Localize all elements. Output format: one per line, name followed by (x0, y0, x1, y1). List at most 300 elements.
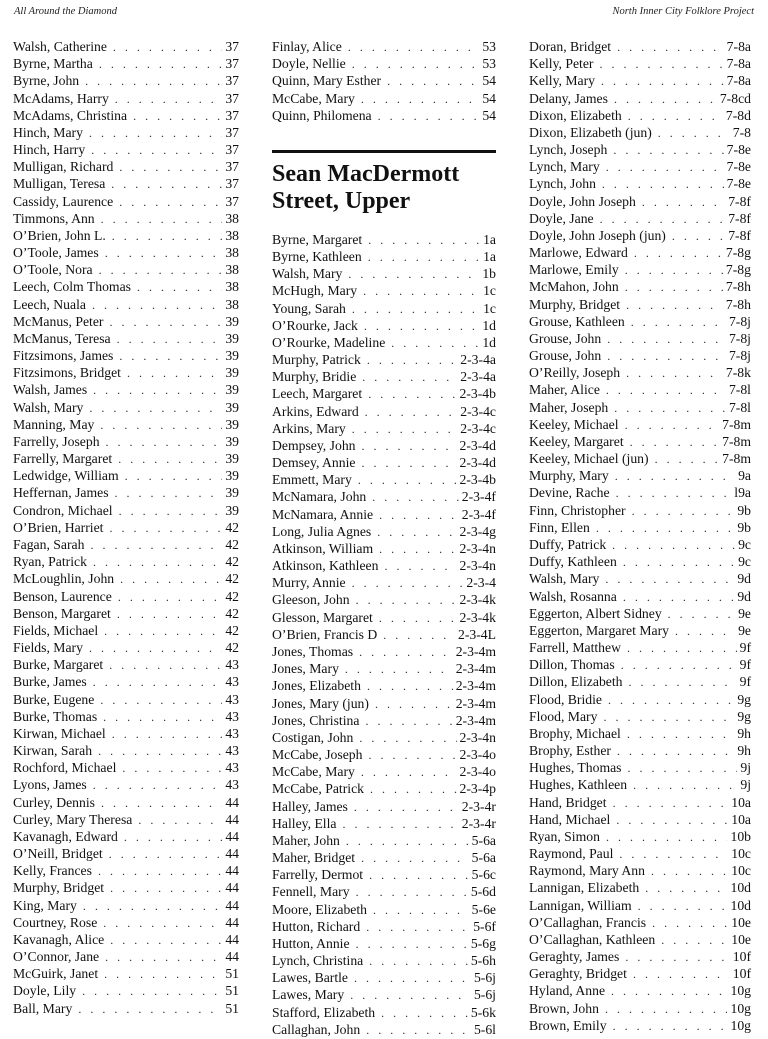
entry-reference: 38 (225, 210, 239, 226)
index-entry (13, 931, 239, 948)
entry-name: Cassidy, Laurence (13, 193, 114, 209)
index-entry (13, 879, 239, 896)
index-entry (529, 450, 751, 467)
entry-reference: 43 (225, 708, 239, 724)
entry-reference: 10c (731, 863, 751, 879)
index-entry (272, 334, 496, 351)
entry-name: McGuirk, Janet (13, 966, 99, 982)
index-entry (529, 622, 751, 639)
dot-leader (668, 606, 735, 623)
entry-reference: 5-6f (473, 918, 496, 934)
entry-reference: 10g (730, 1000, 751, 1016)
index-entry (272, 488, 496, 505)
dot-leader (93, 674, 223, 691)
dot-leader (603, 709, 734, 726)
dot-leader (99, 262, 223, 279)
entry-name: Dixon, Elizabeth (jun) (529, 124, 652, 140)
entry-name: Arkins, Mary (272, 420, 346, 436)
entry-reference: 5-6l (473, 1021, 496, 1037)
entry-name: Ryan, Simon (529, 828, 600, 844)
dot-leader (607, 348, 726, 365)
entry-reference: 7-8l (728, 382, 751, 398)
entry-name: Walsh, James (13, 382, 88, 398)
dot-leader (100, 692, 222, 709)
entry-reference: 51 (225, 1000, 239, 1016)
entry-reference: 9f (739, 674, 751, 690)
dot-leader (612, 537, 735, 554)
index-entry (529, 914, 751, 931)
index-entry (13, 914, 239, 931)
dot-leader (119, 503, 223, 520)
index-entry (272, 643, 496, 660)
index-entry (529, 261, 751, 278)
entry-name: Dillon, Thomas (529, 657, 615, 673)
dot-leader (345, 661, 453, 678)
entry-reference: 2-3-4m (455, 678, 496, 694)
index-entry (272, 38, 496, 55)
dot-leader (372, 489, 459, 506)
dot-leader (364, 318, 479, 335)
entry-name: Keeley, Michael (529, 416, 619, 432)
dot-leader (378, 108, 480, 125)
index-entry (13, 175, 239, 192)
dot-leader (652, 915, 728, 932)
index-entry (529, 965, 751, 982)
index-entry (272, 523, 496, 540)
entry-name: Leech, Nuala (13, 296, 86, 312)
dot-leader (627, 640, 737, 657)
entry-name: Quinn, Mary Esther (272, 73, 382, 89)
entry-name: McCabe, Mary (272, 764, 355, 780)
entry-reference: 44 (225, 828, 239, 844)
dot-leader (356, 592, 457, 609)
dot-leader (122, 760, 222, 777)
dot-leader (119, 348, 222, 365)
entry-reference: 7-8j (728, 330, 751, 346)
index-entry (272, 712, 496, 729)
entry-reference: 7-8j (728, 313, 751, 329)
index-entry (13, 467, 239, 484)
dot-leader (608, 692, 734, 709)
entry-reference: 9b (737, 519, 751, 535)
entry-reference: 43 (225, 657, 239, 673)
dot-leader (112, 726, 223, 743)
dot-leader (361, 850, 469, 867)
index-entry (529, 897, 751, 914)
entry-reference: 2-3-4n (459, 729, 496, 745)
index-entry (13, 742, 239, 759)
entry-reference: 1c (483, 283, 496, 299)
index-entry (529, 948, 751, 965)
entry-reference: 37 (225, 39, 239, 54)
entry-reference: 5-6k (470, 1004, 496, 1020)
entry-name: Young, Sarah (272, 300, 346, 316)
entry-reference: 44 (225, 794, 239, 810)
name-list (529, 38, 751, 1034)
entry-reference: 9g (737, 708, 751, 724)
entry-name: Burke, Margaret (13, 657, 104, 673)
dot-leader (638, 898, 728, 915)
dot-leader (103, 915, 222, 932)
dot-leader (381, 1005, 468, 1022)
entry-reference: 1a (483, 231, 496, 247)
index-entry (529, 244, 751, 261)
dot-leader (366, 919, 470, 936)
dot-leader (109, 314, 222, 331)
entry-reference: 1a (483, 249, 496, 265)
entry-name: Brown, Emily (529, 1017, 607, 1033)
dot-leader (600, 211, 726, 228)
entry-name: Ledwidge, William (13, 468, 119, 484)
entry-name: Grouse, John (529, 348, 602, 364)
entry-name: Byrne, Margaret (272, 231, 363, 247)
dot-leader (342, 816, 458, 833)
entry-name: Devine, Rache (529, 485, 610, 501)
dot-leader (614, 91, 717, 108)
dot-leader (645, 880, 727, 897)
dot-leader (615, 468, 735, 485)
entry-reference: 7-8e (726, 142, 751, 158)
index-entry (529, 90, 751, 107)
dot-leader (89, 640, 222, 657)
index-entry (272, 265, 496, 282)
dot-leader (362, 369, 457, 386)
dot-leader (361, 764, 457, 781)
entry-name: Lynch, Mary (529, 159, 600, 175)
dot-leader (354, 799, 459, 816)
dot-leader (352, 301, 480, 318)
index-entry (272, 55, 496, 72)
entry-reference: 37 (225, 73, 239, 89)
dot-leader (104, 966, 222, 983)
entry-name: King, Mary (13, 897, 77, 913)
entry-name: Finn, Ellen (529, 519, 590, 535)
entry-reference: 39 (225, 433, 239, 449)
entry-reference: 37 (225, 90, 239, 106)
index-entry (13, 107, 239, 124)
entry-name: Flood, Mary (529, 708, 598, 724)
dot-leader (91, 142, 222, 159)
dot-leader (350, 987, 471, 1004)
dot-leader (354, 970, 471, 987)
entry-name: Lynch, Joseph (529, 142, 608, 158)
entry-name: Ball, Mary (13, 1000, 73, 1016)
entry-name: Brophy, Michael (529, 725, 621, 741)
index-entry (529, 72, 751, 89)
index-entry (13, 536, 239, 553)
entry-reference: 38 (225, 296, 239, 312)
index-entry (13, 794, 239, 811)
entry-name: Fields, Michael (13, 622, 99, 638)
index-entry (272, 883, 496, 900)
entry-name: Lannigan, William (529, 897, 632, 913)
entry-reference: 10b (730, 828, 751, 844)
dot-leader (366, 1022, 471, 1039)
index-column-2 (272, 38, 496, 1038)
entry-name: Arkins, Edward (272, 403, 359, 419)
index-entry (13, 553, 239, 570)
dot-leader (119, 194, 222, 211)
dot-leader (614, 400, 726, 417)
dot-leader (363, 283, 480, 300)
entry-reference: 10f (732, 966, 751, 982)
dot-leader (600, 56, 724, 73)
entry-name: Rochford, Michael (13, 760, 117, 776)
entry-name: Manning, May (13, 416, 95, 432)
index-entry (13, 38, 239, 55)
entry-name: McManus, Teresa (13, 330, 111, 346)
index-entry (13, 519, 239, 536)
index-entry (13, 639, 239, 656)
entry-name: Duffy, Kathleen (529, 554, 617, 570)
dot-leader (613, 795, 729, 812)
entry-reference: 7-8e (726, 159, 751, 175)
dot-leader (391, 335, 479, 352)
entry-name: Farrelly, Dermot (272, 867, 364, 883)
entry-name: Hutton, Annie (272, 935, 350, 951)
dot-leader (115, 91, 223, 108)
entry-reference: 2-3-4a (460, 369, 496, 385)
entry-name: O’Connor, Jane (13, 949, 100, 965)
entry-reference: 5-6c (471, 867, 496, 883)
entry-name: Jones, Mary (jun) (272, 695, 369, 711)
index-entry (13, 1000, 239, 1017)
entry-reference: 7-8d (725, 107, 751, 123)
index-entry (529, 1017, 751, 1034)
entry-name: Byrne, John (13, 73, 80, 89)
entry-name: Duffy, Patrick (529, 536, 607, 552)
entry-name: O’Rourke, Jack (272, 317, 358, 333)
entry-name: Flood, Bridie (529, 691, 603, 707)
dot-leader (352, 421, 458, 438)
entry-reference: 7-8cd (719, 90, 751, 106)
dot-leader (138, 812, 222, 829)
dot-leader (125, 468, 223, 485)
entry-reference: 43 (225, 777, 239, 793)
entry-name: Costigan, John (272, 729, 354, 745)
entry-name: Halley, James (272, 798, 348, 814)
entry-reference: 44 (225, 863, 239, 879)
entry-name: Stafford, Elizabeth (272, 1004, 376, 1020)
index-entry (272, 471, 496, 488)
entry-name: Murphy, Bridget (13, 880, 105, 896)
index-entry (529, 124, 751, 141)
entry-name: Maher, Alice (529, 382, 600, 398)
running-header-right: North Inner City Folklore Project (612, 6, 754, 17)
entry-name: McLoughlin, John (13, 571, 115, 587)
dot-leader (606, 382, 726, 399)
index-entry (13, 364, 239, 381)
entry-reference: 9b (737, 502, 751, 518)
index-entry (13, 673, 239, 690)
entry-name: Lynch, John (529, 176, 596, 192)
entry-reference: 2-3-4m (455, 695, 496, 711)
entry-reference: 1c (483, 300, 496, 316)
entry-reference: 2-3-4L (457, 626, 496, 642)
index-entry (529, 519, 751, 536)
dot-leader (628, 760, 738, 777)
index-entry (13, 811, 239, 828)
entry-name: Grouse, John (529, 330, 602, 346)
index-entry (529, 759, 751, 776)
index-entry (272, 248, 496, 265)
entry-reference: 43 (225, 674, 239, 690)
entry-reference: 7-8m (722, 451, 751, 467)
index-entry (272, 317, 496, 334)
dot-leader (359, 644, 453, 661)
dot-leader (379, 610, 457, 627)
dot-leader (626, 365, 723, 382)
index-entry (272, 1021, 496, 1038)
entry-name: Callaghan, John (272, 1021, 361, 1037)
index-entry (13, 261, 239, 278)
dot-leader (675, 623, 735, 640)
entry-name: Farrelly, Margaret (13, 451, 113, 467)
entry-name: Finlay, Alice (272, 39, 342, 54)
name-list (272, 231, 496, 1038)
entry-reference: 5-6h (470, 953, 496, 969)
entry-reference: 7-8g (725, 245, 751, 261)
entry-name: McManus, Peter (13, 313, 104, 329)
entry-reference: 9f (739, 640, 751, 656)
entry-name: Curley, Dennis (13, 794, 95, 810)
entry-name: Keeley, Michael (jun) (529, 451, 649, 467)
index-entry (272, 901, 496, 918)
entry-reference: 38 (225, 262, 239, 278)
index-entry (529, 467, 751, 484)
index-entry (529, 193, 751, 210)
index-entry (529, 107, 751, 124)
entry-name: Doyle, Jane (529, 210, 594, 226)
index-entry (272, 282, 496, 299)
dot-leader (631, 314, 726, 331)
entry-reference: 2-3-4 (466, 575, 496, 591)
index-entry (13, 656, 239, 673)
entry-name: Hughes, Thomas (529, 760, 622, 776)
index-entry (529, 433, 751, 450)
index-entry (13, 725, 239, 742)
index-entry (272, 815, 496, 832)
index-entry (272, 351, 496, 368)
entry-reference: 39 (225, 399, 239, 415)
entry-name: Eggerton, Margaret Mary (529, 622, 669, 638)
entry-name: Murphy, Mary (529, 468, 609, 484)
dot-leader (365, 713, 452, 730)
dot-leader (365, 404, 458, 421)
entry-reference: 2-3-4k (459, 609, 496, 625)
entry-name: Lawes, Bartle (272, 970, 349, 986)
index-entry (13, 622, 239, 639)
entry-reference: 7-8h (725, 296, 751, 312)
dot-leader (605, 1001, 728, 1018)
entry-reference: 9f (739, 657, 751, 673)
dot-leader (110, 932, 222, 949)
entry-reference: 44 (225, 914, 239, 930)
dot-leader (99, 56, 222, 73)
entry-reference: 42 (225, 571, 239, 587)
entry-name: Kelly, Frances (13, 863, 92, 879)
index-entry (529, 931, 751, 948)
index-entry (272, 866, 496, 883)
entry-reference: 43 (225, 725, 239, 741)
entry-reference: 37 (225, 159, 239, 175)
index-entry (272, 506, 496, 523)
entry-name: Murry, Annie (272, 575, 346, 591)
index-entry (529, 691, 751, 708)
entry-reference: 2-3-4n (459, 540, 496, 556)
entry-name: O’Brien, Harriet (13, 519, 104, 535)
dot-leader (117, 331, 223, 348)
index-entry (272, 780, 496, 797)
entry-name: Jones, Christina (272, 712, 360, 728)
index-entry (13, 759, 239, 776)
entry-name: Fields, Mary (13, 640, 83, 656)
entry-name: McCabe, Patrick (272, 781, 364, 797)
dot-leader (82, 983, 222, 1000)
entry-name: Dempsey, John (272, 437, 356, 453)
entry-reference: 9j (740, 760, 751, 776)
entry-name: O’Callaghan, Francis (529, 914, 647, 930)
entry-reference: 5-6a (471, 850, 496, 866)
entry-reference: 43 (225, 743, 239, 759)
index-entry (529, 158, 751, 175)
entry-name: Leech, Margaret (272, 386, 363, 402)
dot-leader (92, 297, 222, 314)
index-entry (529, 862, 751, 879)
index-entry (13, 244, 239, 261)
index-entry (13, 313, 239, 330)
index-entry (13, 158, 239, 175)
index-entry (529, 347, 751, 364)
dot-leader (377, 524, 456, 541)
index-entry (272, 368, 496, 385)
entry-reference: 2-3-4m (455, 661, 496, 677)
entry-reference: 44 (225, 949, 239, 965)
dot-leader (124, 829, 222, 846)
entry-reference: 42 (225, 588, 239, 604)
entry-reference: 54 (482, 90, 496, 106)
index-entry (272, 420, 496, 437)
entry-name: Kirwan, Sarah (13, 743, 93, 759)
entry-reference: 9c (738, 554, 751, 570)
index-entry (13, 210, 239, 227)
dot-leader (633, 777, 737, 794)
dot-leader (352, 56, 480, 73)
entry-name: Lannigan, Elizabeth (529, 880, 640, 896)
index-entry (13, 570, 239, 587)
entry-name: Heffernan, James (13, 485, 109, 501)
entry-name: McMahon, John (529, 279, 619, 295)
dot-leader (379, 541, 456, 558)
dot-leader (361, 91, 479, 108)
entry-name: Maher, Bridget (272, 850, 356, 866)
dot-leader (616, 485, 732, 502)
dot-leader (359, 730, 456, 747)
dot-leader (626, 297, 723, 314)
entry-reference: 53 (482, 56, 496, 72)
name-list (13, 38, 239, 1017)
index-entry (13, 330, 239, 347)
dot-leader (617, 39, 724, 56)
entry-name: Walsh, Mary (529, 571, 600, 587)
entry-reference: 44 (225, 931, 239, 947)
index-entry (529, 364, 751, 381)
index-entry (272, 454, 496, 471)
entry-name: O’Brien, Francis D (272, 626, 378, 642)
entry-reference: 7-8j (728, 348, 751, 364)
entry-reference: 2-3-4k (459, 592, 496, 608)
entry-reference: 2-3-4d (459, 437, 496, 453)
